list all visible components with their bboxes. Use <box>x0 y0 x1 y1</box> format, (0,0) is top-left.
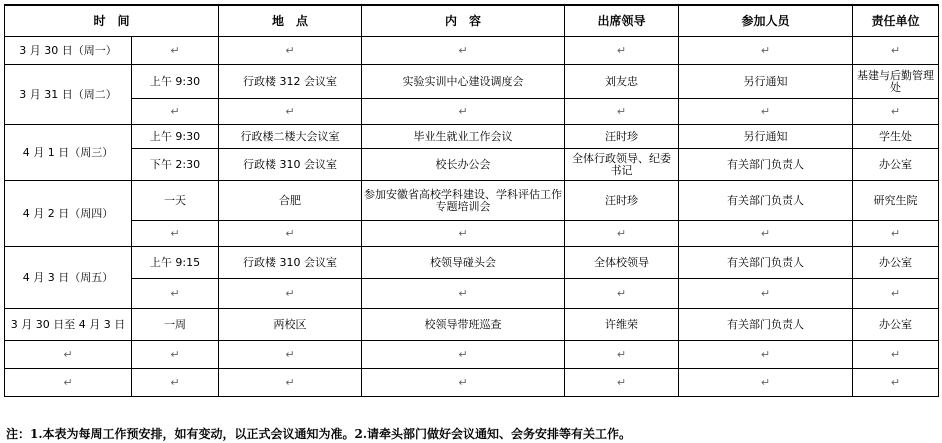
participants-cell: 有关部门负责人 <box>679 181 853 221</box>
table-row <box>5 247 939 279</box>
footnote: 注：1.本表为每周工作预安排，如有变动，以正式会议通知为准。2.请牵头部门做好会议通知、会务安排等有关工作。 <box>6 427 632 441</box>
leader-cell: 汪时珍 <box>565 125 679 149</box>
return-mark: ↵ <box>219 369 362 397</box>
return-mark: ↵ <box>132 37 219 65</box>
leader-cell: 全体行政领导、纪委书记 <box>565 149 679 181</box>
return-mark: ↵ <box>362 37 565 65</box>
date-cell: 4 月 2 日（周四） <box>5 181 132 247</box>
participants-cell: 另行通知 <box>679 65 853 99</box>
participants-cell: 有关部门负责人 <box>679 149 853 181</box>
return-mark: ↵ <box>362 221 565 247</box>
content-cell: 校长办公会 <box>362 149 565 181</box>
leader-cell: 汪时珍 <box>565 181 679 221</box>
content-cell: 实验实训中心建设调度会 <box>362 65 565 99</box>
return-mark: ↵ <box>132 369 219 397</box>
return-mark: ↵ <box>679 279 853 309</box>
date-cell: 4 月 1 日（周三） <box>5 125 132 181</box>
return-mark: ↵ <box>679 37 853 65</box>
return-mark: ↵ <box>565 369 679 397</box>
date-cell: 3 月 31 日（周二） <box>5 65 132 125</box>
header-leader: 出席领导 <box>565 5 679 37</box>
table-row <box>5 149 939 181</box>
dept-cell: 办公室 <box>853 149 939 181</box>
return-mark: ↵ <box>362 369 565 397</box>
dept-cell: 学生处 <box>853 125 939 149</box>
header-place: 地 点 <box>219 5 362 37</box>
table-row <box>5 279 939 309</box>
return-mark: ↵ <box>565 37 679 65</box>
weekly-schedule-table <box>4 4 939 397</box>
return-mark: ↵ <box>853 279 939 309</box>
header-time: 时 间 <box>5 5 219 37</box>
table-row <box>5 125 939 149</box>
place-cell: 两校区 <box>219 309 362 341</box>
time-cell: 一周 <box>132 309 219 341</box>
time-cell: 一天 <box>132 181 219 221</box>
time-cell: 上午 9:15 <box>132 247 219 279</box>
return-mark: ↵ <box>132 279 219 309</box>
return-mark: ↵ <box>853 341 939 369</box>
table-row <box>5 309 939 341</box>
return-mark: ↵ <box>679 369 853 397</box>
return-mark: ↵ <box>132 341 219 369</box>
table-row <box>5 221 939 247</box>
content-cell: 毕业生就业工作会议 <box>362 125 565 149</box>
place-cell: 行政楼 310 会议室 <box>219 149 362 181</box>
return-mark: ↵ <box>853 369 939 397</box>
content-cell: 校领导碰头会 <box>362 247 565 279</box>
return-mark: ↵ <box>679 341 853 369</box>
return-mark: ↵ <box>679 221 853 247</box>
participants-cell: 有关部门负责人 <box>679 309 853 341</box>
time-cell: 上午 9:30 <box>132 65 219 99</box>
date-cell: 4 月 3 日（周五） <box>5 247 132 309</box>
dept-cell: 办公室 <box>853 309 939 341</box>
leader-cell: 刘友忠 <box>565 65 679 99</box>
return-mark: ↵ <box>853 221 939 247</box>
table-row <box>5 369 939 397</box>
time-cell: 上午 9:30 <box>132 125 219 149</box>
return-mark: ↵ <box>219 99 362 125</box>
return-mark: ↵ <box>565 99 679 125</box>
content-cell: 参加安徽省高校学科建设、学科评估工作专题培训会 <box>362 181 565 221</box>
place-cell: 行政楼 312 会议室 <box>219 65 362 99</box>
participants-cell: 有关部门负责人 <box>679 247 853 279</box>
place-cell: 行政楼二楼大会议室 <box>219 125 362 149</box>
table-row <box>5 37 939 65</box>
date-cell: 3 月 30 日至 4 月 3 日 <box>5 309 132 341</box>
table-row <box>5 341 939 369</box>
return-mark: ↵ <box>219 37 362 65</box>
table-header-row <box>5 5 939 37</box>
return-mark: ↵ <box>132 99 219 125</box>
header-content: 内 容 <box>362 5 565 37</box>
header-participants: 参加人员 <box>679 5 853 37</box>
content-cell: 校领导带班巡查 <box>362 309 565 341</box>
place-cell: 行政楼 310 会议室 <box>219 247 362 279</box>
header-dept: 责任单位 <box>853 5 939 37</box>
return-mark: ↵ <box>362 341 565 369</box>
return-mark: ↵ <box>679 99 853 125</box>
leader-cell: 许维荣 <box>565 309 679 341</box>
return-mark: ↵ <box>565 221 679 247</box>
return-mark: ↵ <box>565 341 679 369</box>
leader-cell: 全体校领导 <box>565 247 679 279</box>
table-row <box>5 181 939 221</box>
dept-cell: 办公室 <box>853 247 939 279</box>
table-row <box>5 99 939 125</box>
return-mark: ↵ <box>219 279 362 309</box>
table-row <box>5 65 939 99</box>
place-cell: 合肥 <box>219 181 362 221</box>
return-mark: ↵ <box>362 279 565 309</box>
return-mark: ↵ <box>219 221 362 247</box>
return-mark: ↵ <box>132 221 219 247</box>
dept-cell: 研究生院 <box>853 181 939 221</box>
participants-cell: 另行通知 <box>679 125 853 149</box>
return-mark: ↵ <box>219 341 362 369</box>
return-mark: ↵ <box>853 37 939 65</box>
return-mark: ↵ <box>5 369 132 397</box>
return-mark: ↵ <box>565 279 679 309</box>
time-cell: 下午 2:30 <box>132 149 219 181</box>
return-mark: ↵ <box>362 99 565 125</box>
date-cell: 3 月 30 日（周一） <box>5 37 132 65</box>
return-mark: ↵ <box>5 341 132 369</box>
dept-cell: 基建与后勤管理处 <box>853 65 939 99</box>
return-mark: ↵ <box>853 99 939 125</box>
